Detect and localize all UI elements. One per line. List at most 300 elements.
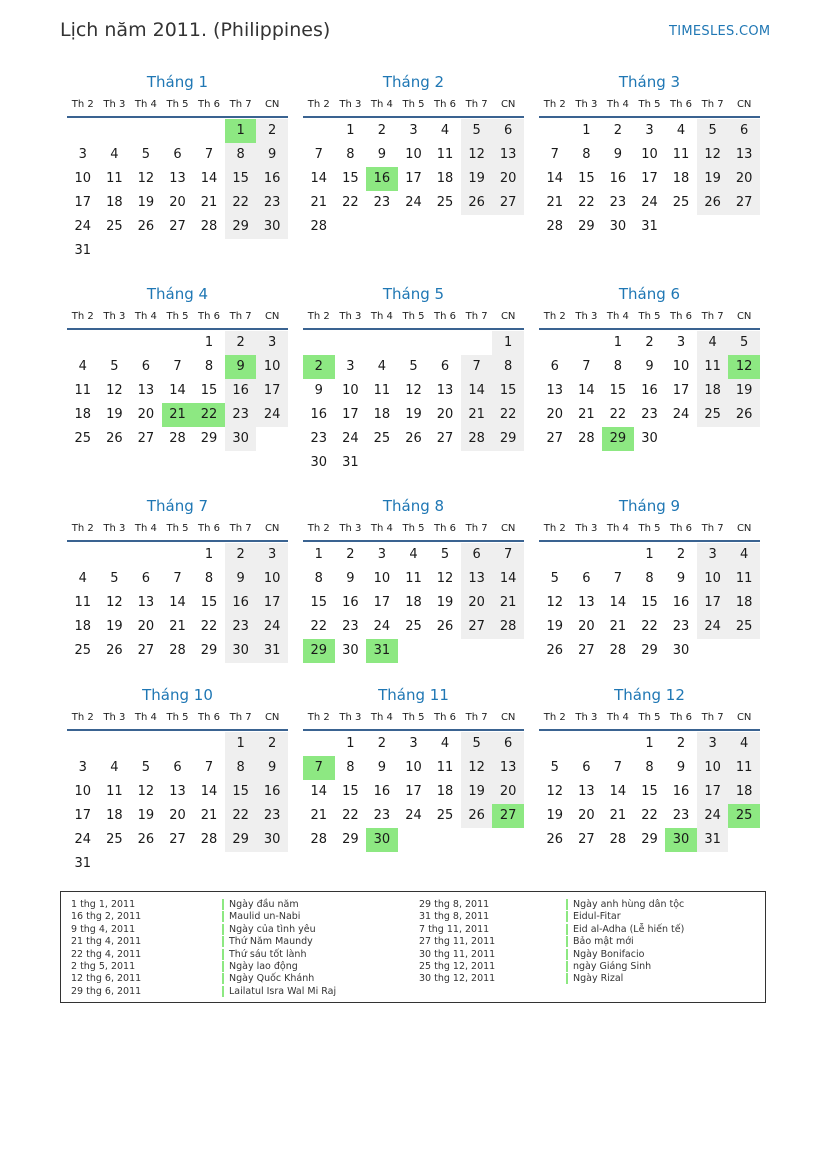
day-cell: 24 [697,804,729,828]
header-rule [67,540,288,542]
day-cell: 30 [672,643,690,658]
weekday-header: Th 2 [71,99,94,110]
weekday-header: CN [736,99,752,110]
legend-holiday-name: Thứ Năm Maundy [222,936,313,947]
holiday-day-cell: 27 [492,804,524,828]
weekday-header: Th 4 [134,99,157,110]
weekday-header: Th 7 [465,523,488,534]
day-cell: 18 [436,784,454,799]
day-cell: 4 [110,760,119,775]
day-cell: 5 [141,147,151,162]
day-cell: 11 [436,760,454,775]
day-cell: 15 [342,784,359,799]
day-cell: 27 [546,431,564,446]
header-rule [303,116,524,118]
holiday-day-cell: 22 [193,403,225,427]
legend-holiday-name: Ngày Bonifacio [566,949,644,960]
day-cell: 15 [225,780,257,804]
day-cell: 2 [346,547,355,562]
day-cell: 27 [436,431,454,446]
day-cell: 17 [405,784,422,799]
day-cell: 15 [641,784,658,799]
day-cell: 26 [436,619,454,634]
legend-names-right [566,899,684,986]
holiday-day-cell: 1 [225,119,257,143]
day-cell: 1 [613,335,623,350]
legend-holiday-name: Eid al-Adha (Lễ hiến tế) [566,924,684,935]
day-cell: 27 [169,832,186,847]
holiday-day-cell: 2 [303,355,335,379]
day-cell: 6 [550,359,559,374]
day-cell: 15 [200,383,218,398]
day-cell: 12 [697,143,729,167]
day-cell: 2 [613,123,623,138]
day-cell: 13 [578,784,595,799]
day-cell: 29 [200,643,218,658]
day-cell: 19 [546,619,564,634]
day-cell: 22 [342,195,359,210]
legend-dates-left [71,899,141,998]
weekday-header: Th 6 [198,99,221,110]
day-cell: 12 [106,595,123,610]
day-cell: 14 [169,595,186,610]
day-cell: 3 [409,123,418,138]
weekday-header: CN [500,712,516,723]
day-cell: 14 [169,383,186,398]
weekday-header: CN [736,523,752,534]
weekday-header: Th 5 [402,99,425,110]
month-title: Tháng 1 [146,73,209,91]
day-cell: 23 [609,195,627,210]
day-cell: 19 [728,379,760,403]
weekday-header: Th 7 [701,99,724,110]
day-cell: 30 [225,427,257,451]
month-title: Tháng 6 [618,285,681,303]
day-cell: 22 [310,619,328,634]
day-cell: 19 [546,808,564,823]
day-cell: 9 [676,760,686,775]
weekday-header: Th 5 [166,712,189,723]
day-cell: 1 [645,547,654,562]
day-cell: 13 [461,567,493,591]
day-cell: 11 [106,784,123,799]
day-cell: 11 [672,147,690,162]
day-cell: 3 [697,732,729,756]
day-cell: 19 [461,167,493,191]
month-title: Tháng 2 [382,73,445,91]
day-cell: 10 [256,355,288,379]
day-cell: 12 [436,571,454,586]
day-cell: 24 [256,615,288,639]
legend-date: 1 thg 1, 2011 [71,899,136,910]
day-cell: 3 [346,359,355,374]
day-cell: 7 [613,571,623,586]
weekday-header: Th 2 [71,712,94,723]
weekday-header: Th 4 [370,523,393,534]
day-cell: 20 [492,780,524,804]
weekday-header: Th 5 [638,523,661,534]
weekday-header: Th 4 [134,523,157,534]
legend-holiday-name: Ngày Quốc Khánh [222,973,314,984]
weekday-header: CN [736,311,752,322]
weekday-header: Th 4 [134,311,157,322]
day-cell: 11 [74,595,92,610]
day-cell: 6 [492,732,524,756]
day-cell: 27 [492,191,524,215]
weekday-header: Th 3 [339,523,362,534]
weekday-header: Th 6 [198,311,221,322]
day-cell: 5 [550,760,559,775]
weekday-header: Th 4 [134,712,157,723]
day-cell: 8 [582,147,591,162]
legend-holiday-name: Ngày anh hùng dân tộc [566,899,684,910]
day-cell: 6 [173,147,182,162]
day-cell: 21 [546,195,564,210]
day-cell: 10 [405,147,422,162]
day-cell: 20 [578,619,595,634]
day-cell: 29 [492,427,524,451]
day-cell: 30 [310,455,328,470]
day-cell: 10 [74,171,92,186]
day-cell: 25 [74,431,92,446]
day-cell: 12 [546,784,564,799]
day-cell: 7 [204,147,214,162]
legend-date: 30 thg 12, 2011 [419,973,496,985]
header-rule [67,328,288,330]
day-cell: 21 [310,195,328,210]
holiday-day-cell: 9 [225,355,257,379]
weekday-header: Th 6 [198,712,221,723]
day-cell: 17 [74,808,92,823]
day-cell: 2 [256,119,288,143]
day-cell: 7 [613,760,623,775]
weekday-header: Th 3 [575,311,598,322]
day-cell: 20 [728,167,760,191]
day-cell: 19 [106,407,123,422]
day-cell: 26 [137,832,155,847]
weekday-header: Th 7 [229,712,252,723]
day-cell: 24 [74,832,92,847]
header-rule [303,729,524,731]
day-cell: 16 [373,784,391,799]
day-cell: 29 [225,215,257,239]
day-cell: 9 [613,147,623,162]
weekday-header: CN [264,712,280,723]
day-cell: 1 [492,331,524,355]
day-cell: 21 [609,808,627,823]
day-cell: 23 [225,615,257,639]
weekday-header: Th 5 [638,99,661,110]
legend-date: 30 thg 11, 2011 [419,948,496,960]
weekday-header: Th 2 [71,311,94,322]
legend-date: 25 thg 12, 2011 [419,960,496,972]
month-title: Tháng 4 [146,285,209,303]
day-cell: 9 [676,571,686,586]
day-cell: 7 [582,359,591,374]
weekday-header: CN [500,523,516,534]
day-cell: 20 [492,167,524,191]
day-cell: 28 [310,219,328,234]
day-cell: 10 [405,760,422,775]
day-cell: 9 [645,359,654,374]
day-cell: 21 [200,808,218,823]
weekday-header: Th 3 [103,311,126,322]
day-cell: 22 [200,619,218,634]
day-cell: 8 [204,571,214,586]
day-cell: 5 [461,119,493,143]
legend-date: 12 thg 6, 2011 [71,973,142,985]
legend-holiday-name: Eidul-Fitar [566,911,621,922]
day-cell: 13 [492,756,524,780]
day-cell: 28 [609,643,627,658]
day-cell: 14 [609,784,627,799]
day-cell: 2 [676,736,686,751]
holiday-day-cell: 31 [366,639,398,663]
weekday-header: Th 7 [465,311,488,322]
day-cell: 27 [137,643,155,658]
day-cell: 23 [641,407,658,422]
month-title: Tháng 12 [614,686,685,704]
day-cell: 24 [74,219,92,234]
day-cell: 14 [461,379,493,403]
day-cell: 24 [405,195,422,210]
day-cell: 11 [728,567,760,591]
day-cell: 8 [346,147,355,162]
day-cell: 18 [106,195,123,210]
day-cell: 3 [78,147,87,162]
day-cell: 5 [409,359,418,374]
day-cell: 7 [492,543,524,567]
day-cell: 19 [137,808,155,823]
weekday-header: Th 3 [103,523,126,534]
day-cell: 9 [225,567,257,591]
day-cell: 12 [461,143,493,167]
day-cell: 22 [578,195,595,210]
day-cell: 8 [225,756,257,780]
day-cell: 6 [582,571,591,586]
day-cell: 21 [492,591,524,615]
day-cell: 24 [373,619,391,634]
day-cell: 16 [641,383,658,398]
day-cell: 15 [200,595,218,610]
weekday-header: Th 5 [166,99,189,110]
day-cell: 28 [461,427,493,451]
day-cell: 12 [106,383,123,398]
day-cell: 23 [373,808,391,823]
legend-holiday-name: Maulid un-Nabi [222,911,300,922]
day-cell: 11 [405,571,422,586]
day-cell: 12 [461,756,493,780]
day-cell: 9 [256,756,288,780]
day-cell: 4 [440,736,450,751]
day-cell: 28 [200,832,218,847]
month-title: Tháng 3 [618,73,681,91]
day-cell: 1 [225,732,257,756]
month-title: Tháng 5 [382,285,445,303]
day-cell: 31 [697,828,729,852]
day-cell: 25 [728,615,760,639]
day-cell: 14 [492,567,524,591]
day-cell: 25 [74,643,92,658]
day-cell: 3 [409,736,418,751]
day-cell: 11 [74,383,92,398]
day-cell: 26 [405,431,422,446]
month-title: Tháng 8 [382,497,445,515]
weekday-header: Th 7 [229,311,252,322]
legend-holiday-name: Ngày lao động [222,961,298,972]
legend-holiday-name: ngày Giáng Sinh [566,961,651,972]
month-title: Tháng 11 [378,686,449,704]
day-cell: 29 [641,832,658,847]
day-cell: 23 [256,191,288,215]
day-cell: 12 [137,171,155,186]
day-cell: 22 [225,804,257,828]
day-cell: 20 [169,808,186,823]
weekday-header: Th 6 [198,523,221,534]
day-cell: 17 [342,407,359,422]
weekday-header: Th 3 [339,99,362,110]
day-cell: 13 [492,143,524,167]
legend-date: 2 thg 5, 2011 [71,960,136,972]
weekday-header: Th 7 [465,712,488,723]
day-cell: 25 [697,403,729,427]
day-cell: 16 [609,171,627,186]
day-cell: 10 [256,567,288,591]
weekday-header: Th 3 [575,99,598,110]
day-cell: 18 [728,591,760,615]
day-cell: 9 [377,760,387,775]
day-cell: 3 [256,543,288,567]
day-cell: 1 [346,736,355,751]
day-cell: 7 [461,355,493,379]
day-cell: 24 [672,407,690,422]
weekday-header: Th 5 [166,523,189,534]
day-cell: 28 [169,431,186,446]
day-cell: 12 [405,383,422,398]
day-cell: 21 [169,619,186,634]
weekday-header: Th 5 [402,523,425,534]
day-cell: 2 [377,736,387,751]
day-cell: 10 [373,571,391,586]
day-cell: 19 [697,167,729,191]
holiday-day-cell: 16 [366,167,398,191]
legend-date: 21 thg 4, 2011 [71,936,142,948]
day-cell: 24 [405,808,422,823]
day-cell: 21 [609,619,627,634]
weekday-header: Th 4 [606,99,629,110]
day-cell: 29 [225,828,257,852]
day-cell: 25 [405,619,422,634]
day-cell: 17 [373,595,391,610]
day-cell: 1 [346,123,355,138]
day-cell: 16 [225,591,257,615]
weekday-header: Th 6 [434,523,457,534]
day-cell: 13 [436,383,454,398]
weekday-header: Th 6 [434,712,457,723]
day-cell: 12 [546,595,564,610]
weekday-header: Th 5 [166,311,189,322]
day-cell: 15 [641,595,658,610]
day-cell: 10 [342,383,359,398]
weekday-header: Th 4 [370,99,393,110]
calendar-grid [67,71,760,881]
day-cell: 30 [256,215,288,239]
weekday-header: CN [500,311,516,322]
legend-date: 22 thg 4, 2011 [71,948,142,960]
weekday-header: CN [264,311,280,322]
weekday-header: Th 3 [575,523,598,534]
weekday-header: CN [264,523,280,534]
day-cell: 20 [461,591,493,615]
brand-link[interactable]: TIMESLES.COM [669,24,771,39]
day-cell: 14 [200,171,218,186]
day-cell: 15 [578,171,595,186]
weekday-header: CN [500,99,516,110]
day-cell: 17 [672,383,690,398]
day-cell: 15 [225,167,257,191]
day-cell: 7 [173,359,182,374]
day-cell: 10 [641,147,658,162]
day-cell: 22 [342,808,359,823]
header-rule [67,729,288,731]
weekday-header: Th 4 [370,712,393,723]
day-cell: 26 [728,403,760,427]
day-cell: 13 [578,595,595,610]
day-cell: 6 [461,543,493,567]
day-cell: 7 [314,147,323,162]
day-cell: 22 [641,808,658,823]
day-cell: 8 [613,359,623,374]
day-cell: 5 [550,571,559,586]
weekday-header: Th 7 [701,311,724,322]
day-cell: 8 [645,760,654,775]
day-cell: 9 [256,143,288,167]
weekday-header: Th 6 [670,311,693,322]
day-cell: 19 [106,619,123,634]
day-cell: 7 [173,571,182,586]
weekday-header: Th 2 [543,712,566,723]
day-cell: 30 [609,219,627,234]
day-cell: 13 [137,383,155,398]
day-cell: 7 [204,760,214,775]
legend-holiday-name: Ngày Rizal [566,973,623,984]
weekday-header: Th 7 [229,523,252,534]
day-cell: 30 [342,643,359,658]
day-cell: 31 [74,856,92,871]
day-cell: 8 [204,359,214,374]
day-cell: 26 [106,643,123,658]
day-cell: 2 [256,732,288,756]
day-cell: 8 [346,760,355,775]
day-cell: 26 [461,804,493,828]
holiday-day-cell: 25 [728,804,760,828]
day-cell: 2 [225,331,257,355]
weekday-header: Th 7 [701,712,724,723]
day-cell: 19 [137,195,155,210]
day-cell: 5 [461,732,493,756]
day-cell: 29 [641,643,658,658]
day-cell: 27 [578,643,595,658]
day-cell: 9 [346,571,355,586]
day-cell: 2 [676,547,686,562]
day-cell: 15 [342,171,359,186]
legend-date: 27 thg 11, 2011 [419,936,496,948]
day-cell: 16 [310,407,328,422]
day-cell: 18 [405,595,422,610]
day-cell: 1 [645,736,654,751]
day-cell: 11 [106,171,123,186]
day-cell: 14 [609,595,627,610]
